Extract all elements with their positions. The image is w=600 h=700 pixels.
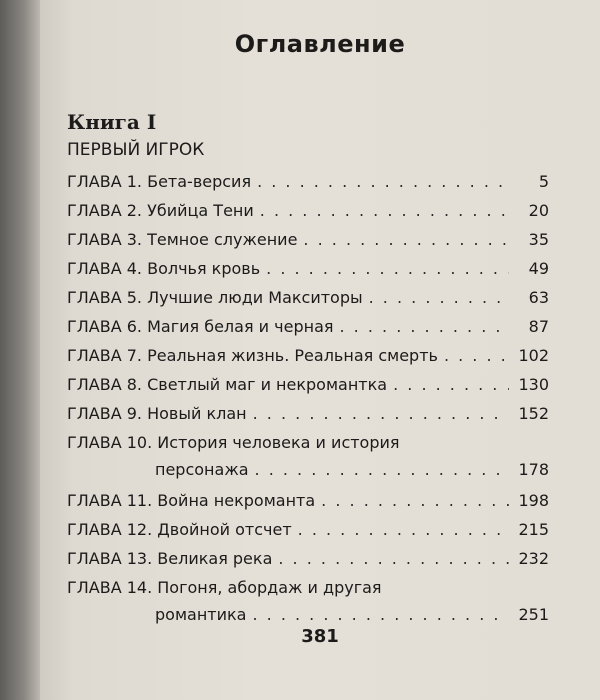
dot-leader [444, 346, 509, 365]
dot-leader [278, 549, 509, 568]
toc-entry-title: ГЛАВА 10. История человека и история [67, 433, 400, 452]
dot-leader [340, 317, 510, 336]
toc-entry-10 [67, 433, 549, 479]
toc-entry-title: ГЛАВА 4. Волчья кровь [67, 259, 261, 278]
toc-entry-page: 63 [528, 288, 549, 307]
toc-entry-title: ГЛАВА 2. Убийца Тени [67, 201, 254, 220]
book-gutter-shadow [0, 0, 40, 700]
toc-entry-page: 35 [528, 230, 549, 249]
page-number: 381 [301, 626, 339, 647]
toc-entry-14 [67, 578, 549, 624]
dot-leader [255, 460, 509, 479]
dot-leader [260, 201, 509, 220]
toc-entry-title: ГЛАВА 1. Бета-версия [67, 172, 252, 191]
toc-entry-page: 251 [518, 605, 549, 624]
toc-entry-title: ГЛАВА 9. Новый клан [67, 404, 247, 423]
dot-leader [393, 375, 509, 394]
toc-entry-4 [67, 259, 549, 278]
toc-entry-13 [67, 549, 549, 568]
toc-entry-title: ГЛАВА 13. Великая река [67, 549, 273, 568]
toc-entry-title-continued: романтика [155, 605, 247, 624]
toc-entry-7 [67, 346, 549, 365]
dot-leader [303, 230, 509, 249]
toc-entry-page: 152 [518, 404, 549, 423]
toc-entry-12 [67, 520, 549, 539]
toc-entry-title: ГЛАВА 5. Лучшие люди Макситоры [67, 288, 363, 307]
toc-entry-page: 130 [518, 375, 549, 394]
dot-leader [252, 605, 509, 624]
toc-entry-title: ГЛАВА 6. Магия белая и черная [67, 317, 334, 336]
toc-entry-page: 49 [528, 259, 549, 278]
part-heading: ПЕРВЫЙ ИГРОК [67, 140, 205, 160]
toc-entry-1 [67, 172, 549, 191]
toc-entry-title: ГЛАВА 12. Двойной отсчет [67, 520, 292, 539]
toc-entry-8 [67, 375, 549, 394]
toc-entry-page: 178 [518, 460, 549, 479]
toc-entry-page: 215 [518, 520, 549, 539]
dot-leader [298, 520, 509, 539]
toc-entry-6 [67, 317, 549, 336]
toc-entry-9 [67, 404, 549, 423]
toc-entry-title: ГЛАВА 8. Светлый маг и некромантка [67, 375, 388, 394]
toc-entry-title: ГЛАВА 3. Темное служение [67, 230, 298, 249]
toc-entry-page: 102 [518, 346, 549, 365]
toc-entry-title: ГЛАВА 14. Погоня, абордаж и другая [67, 578, 382, 597]
toc-entry-title: ГЛАВА 11. Война некроманта [67, 491, 316, 510]
book-page [40, 0, 600, 700]
toc-entry-11 [67, 491, 549, 510]
book-heading: Книга I [67, 110, 157, 134]
page-title: Оглавление [234, 30, 406, 58]
toc-entry-title: ГЛАВА 7. Реальная жизнь. Реальная смерть [67, 346, 438, 365]
toc-entry-page: 198 [518, 491, 549, 510]
toc-entry-page: 87 [528, 317, 549, 336]
toc-entry-3 [67, 230, 549, 249]
toc-entry-2 [67, 201, 549, 220]
dot-leader [369, 288, 509, 307]
toc-entry-page: 20 [528, 201, 549, 220]
dot-leader [253, 404, 509, 423]
dot-leader [321, 491, 509, 510]
toc-entry-page: 232 [518, 549, 549, 568]
toc-entry-title-continued: персонажа [155, 460, 249, 479]
dot-leader [257, 172, 509, 191]
toc-entry-5 [67, 288, 549, 307]
toc-entry-page: 5 [538, 172, 549, 191]
dot-leader [266, 259, 509, 278]
